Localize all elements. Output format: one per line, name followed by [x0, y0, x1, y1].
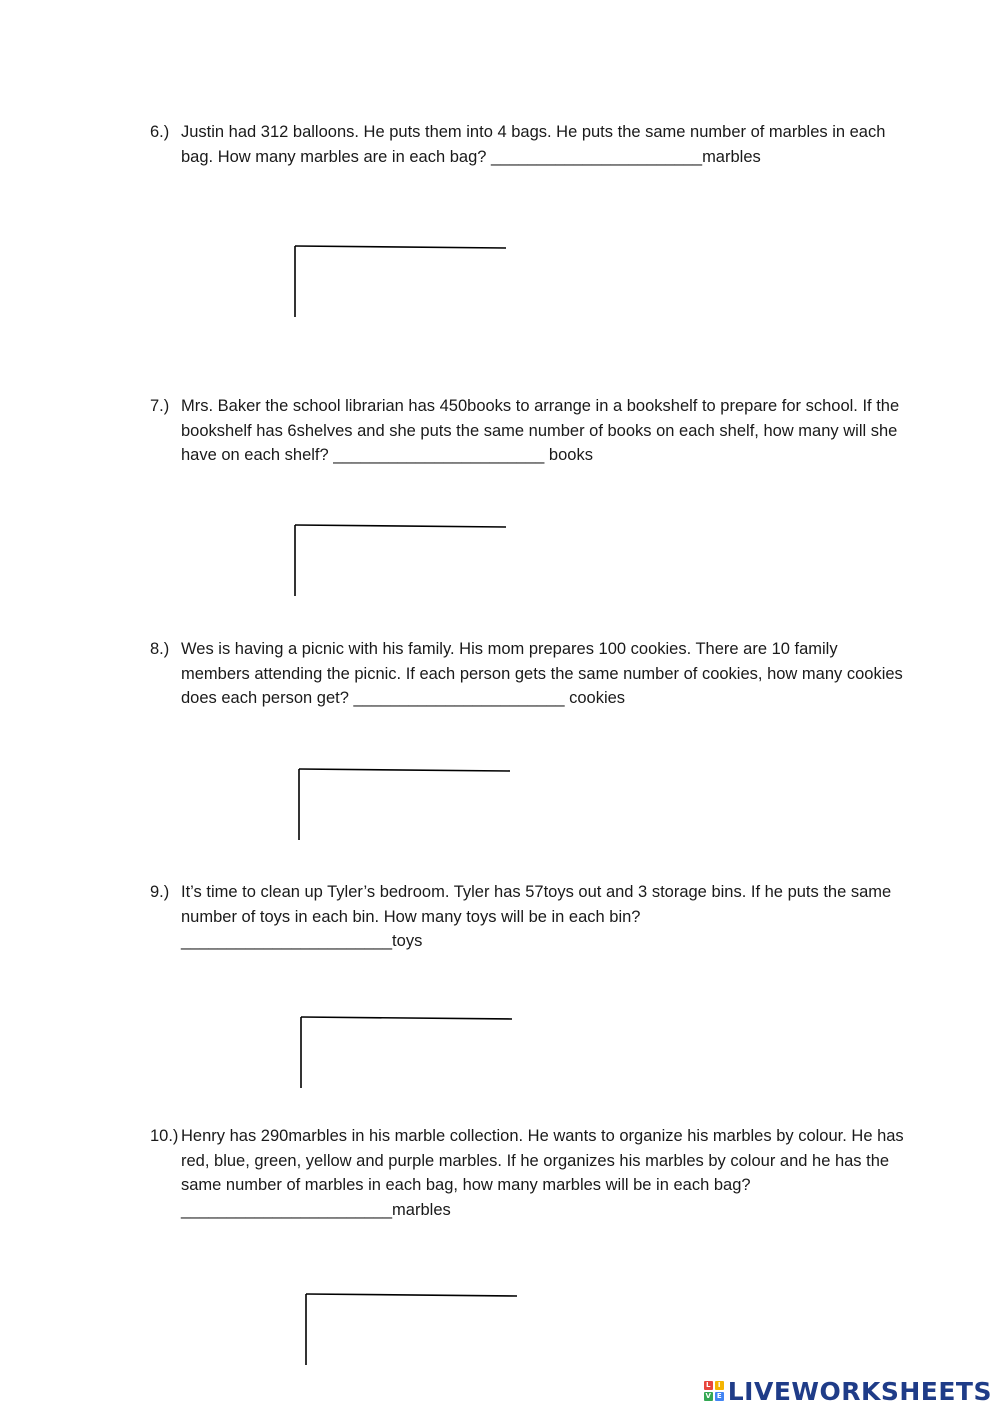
- division-bracket: [305, 1293, 517, 1365]
- question-9: [150, 880, 910, 954]
- question-text: Mrs. Baker the school librarian has 450books to arrange in a bookshelf to prepare for school. If the bookshelf has 6shelves and she puts the same number of books on each shelf, how many will she have on each shelf? _______________________ books: [181, 397, 904, 464]
- question-number: 7.): [150, 397, 170, 415]
- logo-mark-cell: V: [705, 1392, 711, 1400]
- question-text: Wes is having a picnic with his family. His mom prepares 100 cookies. There are 10 family members attending the picnic. If each person gets the same number of cookies, how many cookies does each person get? _______________________ cookies: [181, 640, 908, 707]
- logo-mark-icon: [704, 1381, 724, 1401]
- logo-mark-cell: E: [715, 1392, 724, 1401]
- question-6: [150, 120, 910, 169]
- liveworksheets-logo: [704, 1377, 992, 1405]
- question-number: 10.): [150, 1127, 179, 1145]
- question-10: [150, 1124, 910, 1222]
- logo-text: LIVEWORKSHEETS: [727, 1376, 992, 1406]
- question-number: 6.): [150, 123, 170, 141]
- question-number: 9.): [150, 883, 170, 901]
- question-text: It’s time to clean up Tyler’s bedroom. Tyler has 57toys out and 3 storage bins. If he puts the same number of toys in each bin. How many toys will be in each bin? _______________________toys: [181, 883, 892, 950]
- logo-mark-cell: I: [715, 1381, 724, 1390]
- question-8: [150, 637, 910, 711]
- question-number: 8.): [150, 640, 170, 658]
- question-text: Justin had 312 balloons. He puts them into 4 bags. He puts the same number of marbles in each bag. How many marbles are in each bag? _______________________marbles: [181, 123, 891, 166]
- division-bracket: [300, 1016, 512, 1088]
- logo-mark-cell: L: [704, 1381, 713, 1390]
- question-7: [150, 394, 910, 468]
- question-text: Henry has 290marbles in his marble collection. He wants to organize his marbles by colour. He has red, blue, green, yellow and purple marbles. If he organizes his marbles by colour and he has the same number of marbles in each bag, how many marbles will be in each bag? _______________________marbles: [181, 1127, 904, 1219]
- division-bracket: [294, 245, 506, 317]
- division-bracket: [294, 524, 506, 596]
- division-bracket: [298, 768, 510, 840]
